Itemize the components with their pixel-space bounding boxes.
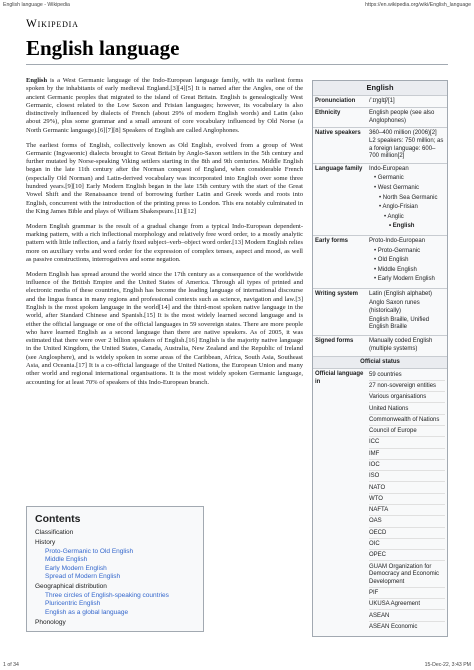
print-timestamp: 15-Dec-22, 3:43 PM	[424, 662, 471, 668]
tree-node: • English	[369, 223, 445, 231]
infobox-value[interactable]: English people (see also Anglophones)	[369, 110, 435, 124]
infobox-label: Official language in	[315, 371, 364, 385]
family-tree	[369, 166, 445, 233]
table-of-contents	[26, 506, 204, 632]
official-entity[interactable]: ASEAN	[369, 612, 445, 622]
infobox-label: Writing system	[315, 290, 358, 297]
toc-item[interactable]: Three circles of English-speaking countries	[45, 591, 169, 599]
paragraph-history	[26, 142, 303, 217]
paragraph-text: Modern English grammar is the result of a gradual change from a typical Indo-European dependent-marking pattern, with a rich inflectional morphology and relatively free word order, to a mostly analytic pattern with little inflection, and a fairly fixed subject–verb–object word order.[13] Modern English relies more on auxiliary verbs and word order for the expression of complex tenses, aspect and mood, as well as passive constructions, interrogatives and some negation.	[26, 222, 303, 263]
infobox-value[interactable]: English Braille, Unified English Braille	[369, 316, 430, 331]
toc-item[interactable]: Pluricentric English	[45, 600, 101, 607]
official-entity[interactable]: NAFTA	[369, 507, 445, 517]
tree-node[interactable]: Proto-Indo-European	[369, 237, 426, 244]
toc-item[interactable]: Middle English	[45, 556, 88, 563]
official-entity[interactable]: Council of Europe	[369, 428, 445, 438]
official-entity[interactable]: ICC	[369, 439, 445, 449]
wikipedia-logo[interactable]: Wikipedia	[26, 18, 79, 30]
print-header-url: https://en.wikipedia.org/wiki/English_language	[365, 2, 471, 8]
tree-node[interactable]: • Proto-Germanic	[369, 248, 445, 256]
official-entity: Various organisations	[369, 394, 445, 404]
official-entity[interactable]: ISO	[369, 473, 445, 483]
official-entity[interactable]: ASEAN Economic	[369, 623, 418, 630]
official-entity[interactable]: IOC	[369, 461, 445, 471]
infobox-row-writing-system	[313, 288, 447, 335]
infobox-status-heading: Official status	[313, 356, 447, 369]
infobox-label: Early forms	[315, 237, 349, 244]
infobox-label: Native speakers	[315, 130, 361, 137]
official-entity[interactable]: GUAM Organization for Democracy and Economic Development	[369, 563, 445, 588]
infobox-label: Signed forms	[315, 338, 354, 345]
tree-node[interactable]: • West Germanic	[369, 185, 445, 193]
paragraph-spread	[26, 271, 303, 387]
official-entity[interactable]: IMF	[369, 450, 445, 460]
infobox-value[interactable]: Manually coded English (multiple systems)	[369, 338, 433, 352]
paragraph-text: The earliest forms of English, collectively known as Old English, evolved from a group of West Germanic (Ingvaeonic) dialects brought to Great Britain by Anglo-Saxon settlers in the 5th century and further mutated by Norse-speaking Viking settlers starting in the 8th and 9th centuries. Middle English began in the late 11th century after the Norman conquest of England, when considerable French (especially Old Norman) and Latin-derived vocabulary was incorporated into English over some three hundred years.[9][10] Early Modern English began in the late 15th century with the start of the Great Vowel Shift and the Renaissance trend of borrowing further Latin and Greek words and roots into English, concurrent with the introduction of the printing press to London. This era notably culminated in the King James Bible and plays of William Shakespeare.[11][12]	[26, 141, 303, 215]
tree-node[interactable]: • Anglic	[369, 214, 445, 222]
official-entity[interactable]: UKUSA Agreement	[369, 601, 445, 611]
tree-node[interactable]: • Anglo-Frisian	[369, 204, 445, 212]
infobox-heading: English	[313, 81, 447, 95]
toc-section-geography[interactable]: Geographical distribution	[35, 583, 107, 590]
infobox-row-native-speakers	[313, 127, 447, 162]
official-entity[interactable]: United Nations	[369, 405, 445, 415]
tree-node[interactable]: • Germanic	[369, 175, 445, 183]
paragraph-intro	[26, 77, 303, 135]
paragraph-text: is a West Germanic language of the Indo-European language family, with its earliest forms spoken by the inhabitants of early medieval England.[3][4][5] It is named after the Angles, one of the ancient Germanic peoples that migrated to the island of Great Britain. English is genealogically West Germanic, closest related to the Low Saxon and Frisian languages; however, its vocabulary is also distinctively influenced by dialects of French (about 29% of modern English words) and Latin (also about 29%), plus some grammar and a small amount of core vocabulary influenced by Old Norse (a North Germanic language).[6][7][8] Speakers of English are called Anglophones.	[26, 77, 303, 134]
print-header-title: English language - Wikipedia	[3, 2, 70, 8]
official-entity[interactable]: 27 non-sovereign entities	[369, 382, 445, 392]
lead-term: English	[26, 77, 48, 84]
infobox-row-ethnicity	[313, 107, 447, 127]
paragraph-grammar	[26, 223, 303, 264]
writing-values	[369, 291, 445, 333]
infobox-row-early-forms	[313, 235, 447, 288]
toc-section-history[interactable]: History	[35, 539, 56, 546]
article-body	[26, 77, 303, 393]
toc-item[interactable]: Proto-Germanic to Old English	[45, 547, 134, 555]
tree-node[interactable]: • Early Modern English	[369, 276, 445, 284]
title-divider	[26, 64, 448, 65]
toc-item[interactable]: Early Modern English	[45, 564, 107, 572]
infobox-label: Pronunciation	[315, 97, 356, 104]
official-entity[interactable]: Commonwealth of Nations	[369, 416, 445, 426]
official-entity[interactable]: PIF	[369, 589, 445, 599]
paragraph-text: Modern English has spread around the world since the 17th century as a consequence of the worldwide influence of the British Empire and the United States of America. Through all types of printed and electronic media of these countries, English has become the leading language of international discourse and the lingua franca in many regions and professional contexts such as science, navigation and law.[3] English is the most spoken language in the world[14] and the third-most spoken native language in the world, after Standard Chinese and Spanish.[15] It is the most widely learned second language and is either the official language or one of the official languages in 59 sovereign states. There are more people who have learned English as a second language than there are native speakers. As of 2005, it was estimated that there were over 2 billion speakers of English.[16] English is the majority native language in the United Kingdom, the United States, Canada, Australia, New Zealand and the Republic of Ireland (see Anglosphere), and is widely spoken in some areas of the Caribbean, Africa, South Asia, Southeast Asia, and Oceania.[17] It is a co-official language of the United Nations, the European Union and many other world and regional international organisations. It is the most widely spoken Germanic language, accounting for at least 70% of speakers of this Indo-European branch.	[26, 270, 303, 386]
official-entity[interactable]: OECD	[369, 529, 445, 539]
page-title: English language	[26, 36, 180, 60]
infobox-row-official-language	[313, 368, 447, 635]
infobox-value: /ˈɪŋɡlɪʃ/[1]	[369, 97, 395, 104]
toc-item[interactable]: Spread of Modern English	[45, 573, 121, 580]
infobox-label: Ethnicity	[315, 110, 341, 117]
page-counter: 1 of 34	[3, 662, 19, 668]
infobox-label: Language family	[315, 165, 363, 172]
toc-section-classification[interactable]: Classification	[35, 529, 74, 536]
infobox-row-signed-forms	[313, 335, 447, 355]
infobox-value: 360–400 million (2006)[2] L2 speakers: 750 million; as a foreign language: 600–700 million[2]	[369, 130, 444, 160]
infobox-value[interactable]: Anglo Saxon runes (historically)	[369, 299, 420, 314]
official-entity[interactable]: NATO	[369, 484, 445, 494]
tree-node[interactable]: Indo-European	[369, 165, 409, 172]
tree-node[interactable]: • North Sea Germanic	[369, 195, 445, 203]
toc-section-phonology[interactable]: Phonology	[35, 618, 66, 626]
toc-item[interactable]: English as a global language	[45, 608, 129, 616]
browser-print-footer	[0, 660, 474, 670]
tree-node[interactable]: • Middle English	[369, 267, 445, 275]
official-entity[interactable]: OIC	[369, 540, 445, 550]
official-entity[interactable]: 59 countries	[369, 371, 445, 381]
language-infobox	[312, 80, 448, 637]
toc-title: Contents	[35, 513, 81, 525]
infobox-row-language-family	[313, 163, 447, 235]
official-entity[interactable]: OAS	[369, 518, 445, 528]
tree-node[interactable]: • Old English	[369, 257, 445, 265]
infobox-value[interactable]: Latin (English alphabet)	[369, 290, 433, 297]
early-forms-tree	[369, 238, 445, 286]
official-entity[interactable]: OPEC	[369, 552, 445, 562]
browser-print-header	[0, 0, 474, 10]
official-list	[369, 371, 445, 633]
infobox-row-pronunciation	[313, 95, 447, 108]
official-entity[interactable]: WTO	[369, 495, 445, 505]
